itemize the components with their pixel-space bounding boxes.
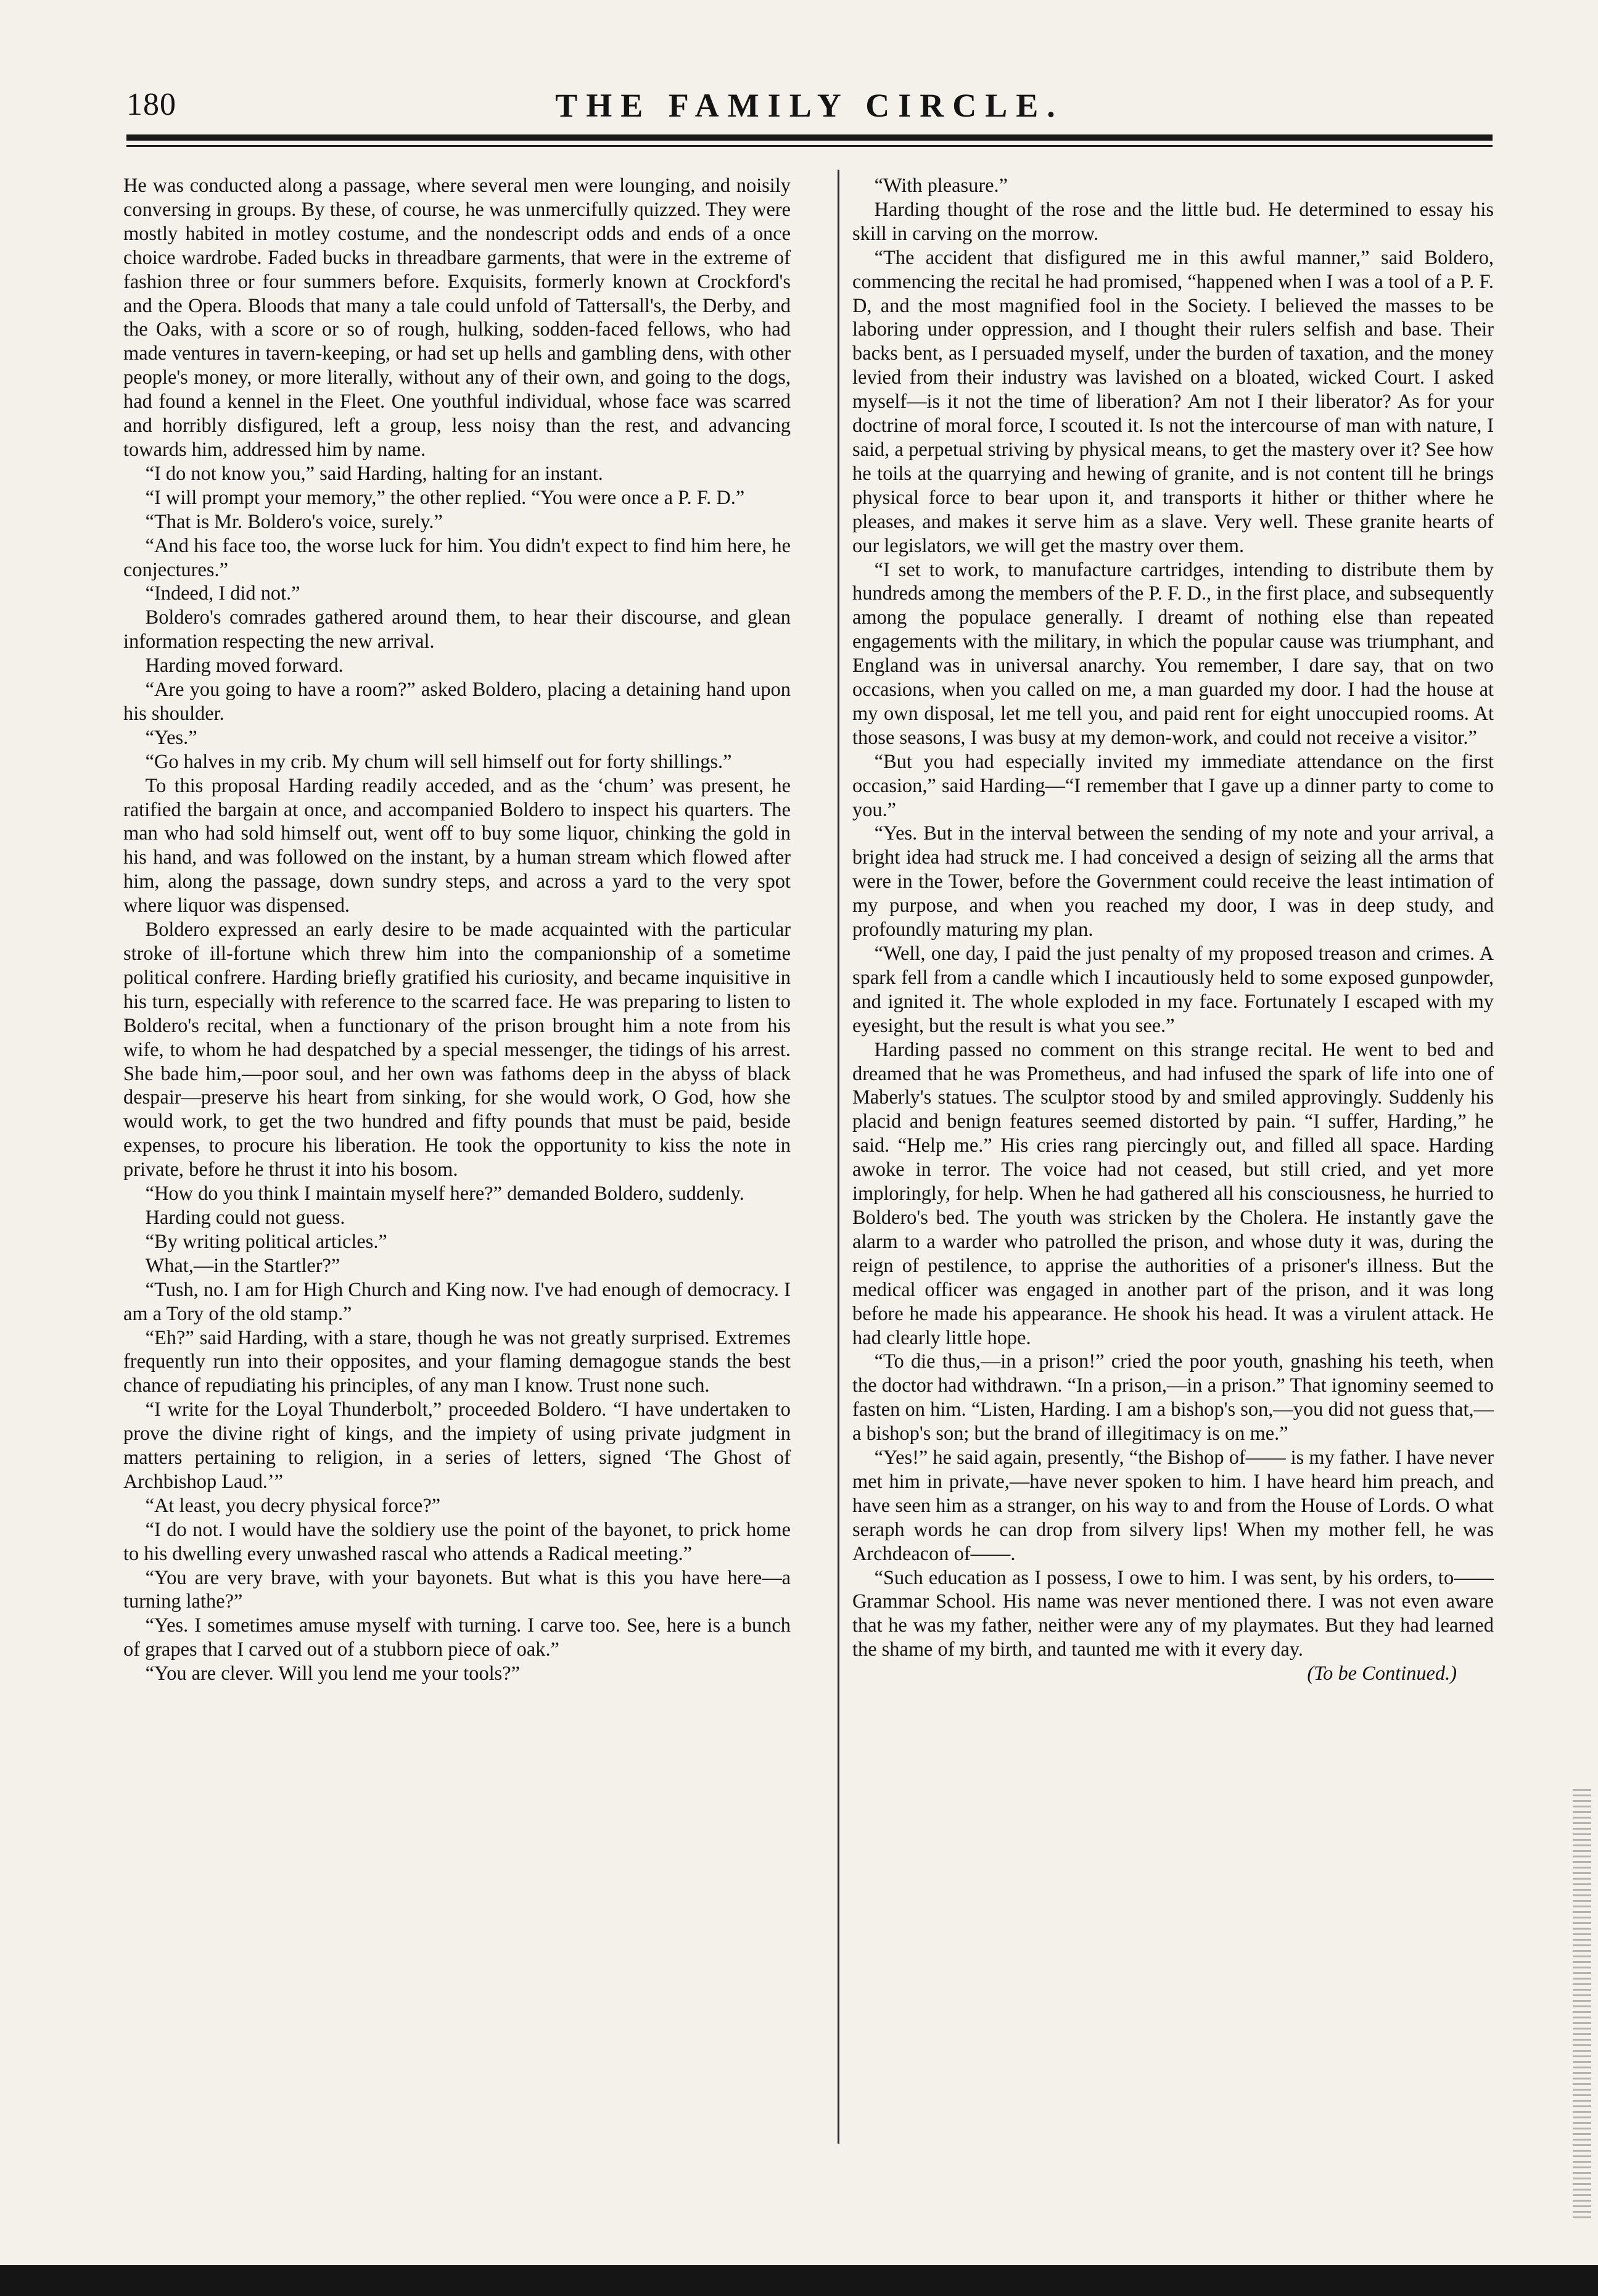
paragraph: What,—in the Startler?” [145,1254,340,1277]
page-number: 180 [126,87,176,122]
paragraph: “But you had especially invited my immediate attendance on the first occasion,” said Harding—“I remember that I gave up a dinner party to come to you.” [852,750,1494,821]
scan-edge-marks [1573,1789,1591,2221]
paragraph: “That is Mr. Boldero's voice, surely.” [145,510,443,533]
column-divider [838,170,839,2144]
paragraph: “At least, you decry physical force?” [145,1494,441,1517]
paragraph: “Yes!” he said again, presently, “the Bishop of—— is my father. I have never met him in private,—have never spoken to him. I have heard him preach, and have seen him as a stranger, on his way to and from the House of Lords. O what seraph words he can drop from silvery lips! When my mother fell, he was Archdeacon of——. [852,1447,1494,1565]
paragraph: “I do not know you,” said Harding, halting for an instant. [145,462,603,485]
paragraph: Boldero expressed an early desire to be made acquainted with the particular stroke of ill-fortune which threw him into the companionship of a sometime political confrere. Harding briefly gratified his curiosity, and became inquisitive in his turn, especially with reference to the scarred face. He was preparing to listen to Boldero's recital, when a functionary of the prison brought him a note from his wife, to whom he had despatched by a special messenger, the tidings of his arrest. She bade him,—poor soul, and her own was fathoms deep in the abyss of black despair—preserve his heart from sinking, for she would work, O God, how she would work, to get the two hundred and fifty pounds that must be paid, beside expenses, to procure his liberation. He took the opportunity to kiss the note in private, before he thrust it into his bosom. [123,919,791,1181]
paragraph: “Eh?” said Harding, with a stare, though he was not greatly surprised. Extremes frequently run into their opposites, and your flaming demagogue stands the best chance of repudiating his principles, of any man I know. Trust none such. [123,1326,791,1397]
paragraph: Harding passed no comment on this strange recital. He went to bed and dreamed that he was Prometheus, and had infused the spark of life into one of Maberly's statues. The sculptor stood by and smiled approvingly. Suddenly his placid and benign features seemed distorted by pain. “I suffer, Harding,” he said. “Help me.” His cries rang piercingly out, and filled all space. Harding awoke in terror. The voice had not ceased, but still cried, and yet more imploringly, for help. When he had gathered all his consciousness, he hurried to Boldero's bed. The youth was stricken by the Cholera. He instantly gave the alarm to a warder who patrolled the prison, and whose duty it was, during the reign of pestilence, to apprise the authorities of a prisoner's illness. But the medical officer was engaged in another part of the prison, and it was long before he made his appearance. He shook his head. It was a virulent attack. He had clearly little hope. [852,1038,1494,1349]
paragraph: Harding thought of the rose and the little bud. He determined to essay his skill in carving on the morrow. [852,198,1494,245]
paragraph: “Yes. I sometimes amuse myself with turning. I carve too. See, here is a bunch of grapes that I carved out of a stubborn piece of oak.” [123,1614,791,1661]
left-column [123,174,791,1686]
paragraph: “With pleasure.” [874,175,1008,197]
last-paragraph [852,1566,1494,1685]
paragraph: “The accident that disfigured me in this awful manner,” said Boldero, commencing the recital he had promised, “happened when I was a tool of a P. F. D, and the most magnified fool in the Society. I believed the masses to be laboring under oppression, and I thought their rulers selfish and base. Their backs bent, as I persuaded myself, under the burden of taxation, and the money levied from their industry was lavished on a bloated, wicked Court. I asked myself—is it not the time of liberation? Am not I their liberator? As for your doctrine of moral force, I scouted it. Is not the intercourse of man with nature, I said, a perpetual striving by physical means, to get the mastery over it? See how he toils at the quarrying and hewing of granite, and is not content till he brings physical force to bear upon it, and transports it hither or thither where he pleases, and makes it serve him as a slave. Very well. These granite hearts of our legislators, we will get the mastry over them. [852,246,1494,557]
paragraph: To this proposal Harding readily acceded, and as the ‘chum’ was present, he ratified the bargain at once, and accompanied Boldero to inspect his quarters. The man who had sold himself out, went off to buy some liquor, chinking the gold in his hand, and was followed on the instant, by a human stream which flowed after him, along the passage, down sundry steps, and across a yard to the very spot where liquor was dispensed. [123,774,791,917]
header-rule-thin [126,145,1493,147]
paragraph: Harding moved forward. [145,655,344,677]
paragraph: “Well, one day, I paid the just penalty of my proposed treason and crimes. A spark fell from a candle which I incautiously held to some exposed gunpowder, and ignited it. The whole exploded in my face. Fortunately I escaped with my eyesight, but the result is what you see.” [852,943,1494,1037]
continuation-note: (To be Continued.) [1307,1662,1457,1685]
paragraph: “You are clever. Will you lend me your tools?” [145,1662,521,1685]
paragraph: “I do not. I would have the soldiery use the point of the bayonet, to prick home to his dwelling every unwashed rascal who attends a Radical meeting.” [123,1518,791,1565]
paragraph-text: “Such education as I possess, I owe to him. I was sent, by his orders, to—— Grammar School. His name was never mentioned there. I was not even aware that he was my father, neither were any of my playmates. But they had learned the shame of my birth, and taunted me with it every day. [852,1566,1494,1661]
paragraph: “You are very brave, with your bayonets. But what is this you have here—a turning lathe?” [123,1566,791,1613]
page-header [126,86,1493,130]
paragraph: “Go halves in my crib. My chum will sell himself out for forty shillings.” [145,750,732,773]
paragraph: “Yes.” [145,726,197,749]
paragraph: “By writing political articles.” [145,1230,387,1253]
paragraph: “To die thus,—in a prison!” cried the poor youth, gnashing his teeth, when the doctor had withdrawn. “In a prison,—in a prison.” That ignominy seemed to fasten on him. “Listen, Harding. I am a bishop's son,—you did not guess that,—a bishop's son; but the brand of illegitimacy is on me.” [852,1350,1494,1445]
paragraph: “I write for the Loyal Thunderbolt,” proceeded Boldero. “I have undertaken to prove the divine right of kings, and the impiety of using private judgment in matters pertaining to religion, in a series of letters, signed ‘The Ghost of Archbishop Laud.’” [123,1398,791,1493]
scan-bottom-bar [0,2265,1598,2296]
right-column [852,174,1494,1686]
paragraph: “How do you think I maintain myself here?” demanded Boldero, suddenly. [145,1183,744,1205]
paragraph: “Are you going to have a room?” asked Boldero, placing a detaining hand upon his shoulder. [123,679,791,725]
paragraph: He was conducted along a passage, where several men were lounging, and noisily conversing in groups. By these, of course, he was unmercifully quizzed. They were mostly habited in motley costume, and the nondescript odds and ends of a once choice wardrobe. Faded bucks in threadbare garments, that were in the extreme of fashion three or four summers before. Exquisits, formerly known at Crockford's and the Opera. Bloods that many a tale could unfold of Tattersall's, the Derby, and the Oaks, with a score or so of rough, hulking, sodden-faced fellows, who had made ventures in tavern-keeping, or had set up hells and gambling dens, with other people's money, or more literally, without any of their own, and going to the dogs, had found a kennel in the Fleet. One youthful individual, whose face was scarred and horribly disfigured, left a group, less noisy than the rest, and advancing towards him, addressed him by name. [123,175,791,461]
paragraph: “I set to work, to manufacture cartridges, intending to distribute them by hundreds among the members of the P. F. D., in the first place, and subsequently among the populace generally. I dreamt of nothing else than repeated engagements with the military, in which the popular cause was triumphant, and England was in universal anarchy. You remember, I dare say, that on two occasions, when you called on me, a man guarded my door. I had the house at my own disposal, let me tell you, and paid rent for eight unoccupied rooms. At those seasons, I was busy at my demon-work, and could not receive a visitor.” [852,558,1494,749]
running-title: THE FAMILY CIRCLE. [555,87,1064,124]
paragraph: “And his face too, the worse luck for him. You didn't expect to find him here, he conjectures.” [123,534,791,581]
paragraph: Boldero's comrades gathered around them, to hear their discourse, and glean information respecting the new arrival. [123,606,791,653]
paragraph: “I will prompt your memory,” the other replied. “You were once a P. F. D.” [145,486,745,509]
header-rule-thick [126,134,1493,141]
paragraph: Harding could not guess. [145,1206,345,1229]
paragraph: “Indeed, I did not.” [145,582,300,605]
paragraph: “Yes. But in the interval between the sending of my note and your arrival, a bright idea had struck me. I had conceived a design of seizing all the arms that were in the Tower, before the Government could receive the least intimation of my purpose, and when you reached my door, I was in deep study, and profoundly maturing my plan. [852,822,1494,941]
paragraph: “Tush, no. I am for High Church and King now. I've had enough of democracy. I am a Tory of the old stamp.” [123,1278,791,1325]
